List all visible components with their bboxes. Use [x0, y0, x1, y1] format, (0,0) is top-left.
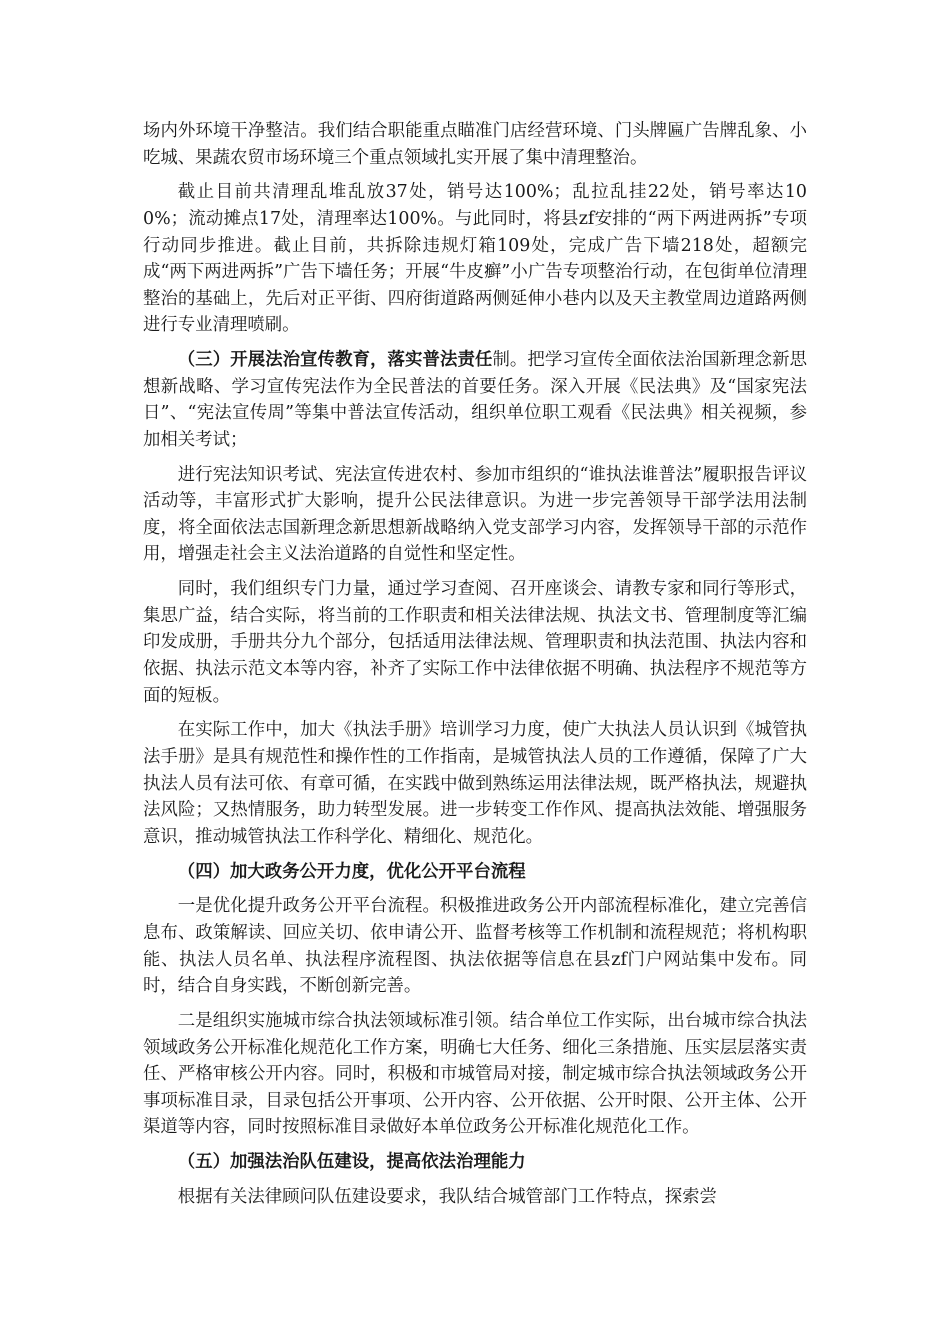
- paragraph-handbook-compilation: 同时，我们组织专门力量，通过学习查阅、召开座谈会、请教专家和同行等形式，集思广益，结合实际，将当前的工作职责和相关法律法规、执法文书、管理制度等汇编印发成册，手册共分九个部分，包括适用法律法规、管理职责和执法范围、执法内容和依据、执法示范文本等内容，补齐了实际工作中法律依据不明确、执法程序不规范等方面的短板。: [143, 579, 807, 706]
- paragraph-handbook-training: 在实际工作中，加大《执法手册》培训学习力度，使广大执法人员认识到《城管执法手册》是具有规范性和操作性的工作指南，是城管执法人员的工作遵循，保障了广大执法人员有法可依、有章可循，在实践中做到熟练运用法律法规，既严格执法，规避执法风险；又热情服务，助力转型发展。进一步转变工作作风、提高执法效能、增强服务意识，推动城管执法工作科学化、精细化、规范化。: [143, 720, 807, 847]
- paragraph-cleanup-statistics: 截止目前共清理乱堆乱放37处，销号达100%；乱拉乱挂22处，销号率达100%；流动摊点17处，清理率达100%。与此同时，将县zf安排的“两下两进两拆”专项行动同步推进。截止目前，共拆除违规灯箱109处，完成广告下墙218处，超额完成“两下两进两拆”广告下墙任务；开展“牛皮癣”小广告专项整治行动，在包街单位清理整治的基础上，先后对正平街、四府街道路两侧延伸小巷内以及天主教堂周边道路两侧进行专业清理喷刷。: [143, 182, 807, 336]
- section-four-heading: （四）加大政务公开力度，优化公开平台流程: [177, 861, 526, 882]
- paragraph-constitution-education: 进行宪法知识考试、宪法宣传进农村、参加市组织的“谁执法谁普法”履职报告评议活动等，丰富形式扩大影响，提升公民法律意识。为进一步完善领导干部学法用法制度，将全面依法志国新理念新思想新战略纳入党支部学习内容，发挥领导干部的示范作用，增强走社会主义法治道路的自觉性和坚定性。: [143, 464, 807, 565]
- paragraph-disclosure-standards: 二是组织实施城市综合执法领域标准引领。结合单位工作实际，出台城市综合执法领域政务公开标准化规范化工作方案，明确七大任务、细化三条措施、压实层层落实责任、严格审核公开内容。同时，积极和市城管局对接，制定城市综合执法领域政务公开事项标准目录，目录包括公开事项、公开内容、公开依据、公开时限、公开主体、公开渠道等内容，同时按照标准目录做好本单位政务公开标准化规范化工作。: [143, 1010, 807, 1138]
- section-three-heading: （三）开展法治宣传教育，落实普法责任: [177, 350, 493, 371]
- paragraph-section-three: [143, 347, 807, 453]
- paragraph-continuation: 场内外环境干净整洁。我们结合职能重点瞄准门店经营环境、门头牌匾广告牌乱象、小吃城、果蔬农贸市场环境三个重点领域扎实开展了集中清理整治。: [143, 121, 807, 168]
- paragraph-legal-team: 根据有关法律顾问队伍建设要求，我队结合城管部门工作特点，探索尝: [177, 1186, 717, 1207]
- paragraph-disclosure-process: 一是优化提升政务公开平台流程。积极推进政务公开内部流程标准化，建立完善信息布、政策解读、回应关切、依申请公开、监督考核等工作机制和流程规范；将机构职能、执法人员名单、执法程序流程图、执法依据等信息在县zf门户网站集中发布。同时，结合自身实践，不断创新完善。: [143, 896, 807, 997]
- section-three-text: 制。把学习宣传全面依法治国新理念新思想新战略、学习宣传宪法作为全民普法的首要任务。深入开展《民法典》及“国家宪法日”、“宪法宣传周”等集中普法宣传活动，组织单位职工观看《民法典》相关视频，参加相关考试；: [143, 350, 807, 450]
- document-body: [143, 118, 807, 1219]
- section-five-heading: （五）加强法治队伍建设，提高依法治理能力: [177, 1152, 526, 1173]
